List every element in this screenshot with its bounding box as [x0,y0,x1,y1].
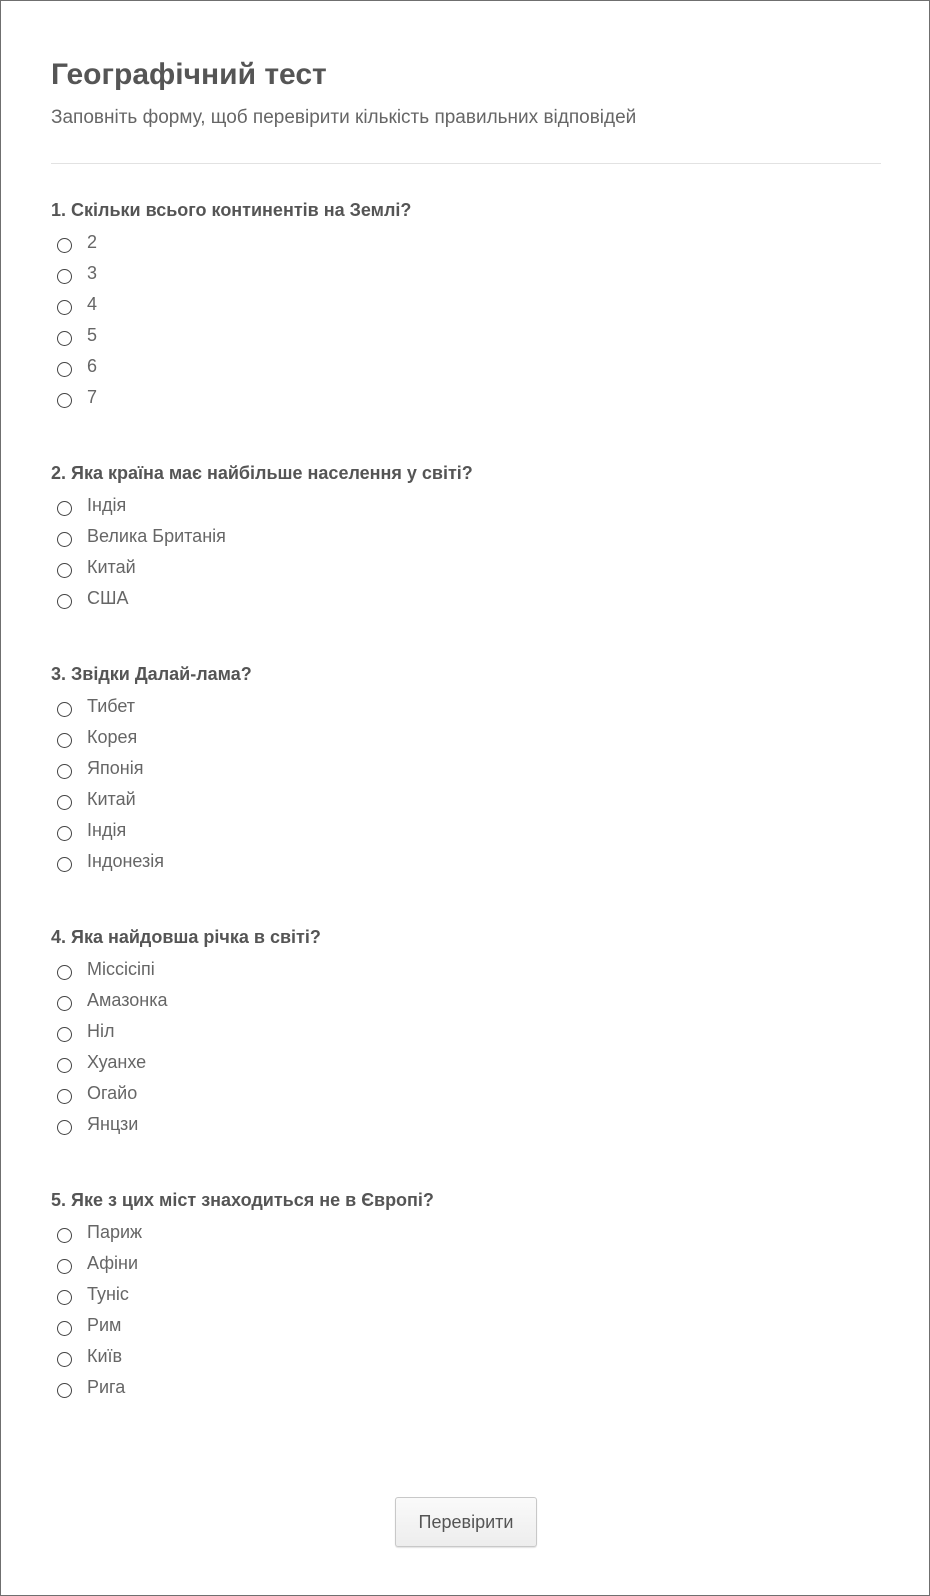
answer-option[interactable] [51,584,881,615]
radio-button[interactable] [57,501,72,516]
radio-button[interactable] [57,1089,72,1104]
radio-button[interactable] [57,563,72,578]
answer-option-label: Огайо [87,1082,138,1103]
radio-button[interactable] [57,594,72,609]
answer-option[interactable] [51,553,881,584]
answer-option[interactable] [51,1218,881,1249]
answer-option-label: Китай [87,556,136,577]
answer-option[interactable] [51,383,881,414]
check-button[interactable]: Перевірити [395,1497,537,1547]
answer-option[interactable] [51,847,881,878]
radio-button[interactable] [57,996,72,1011]
question-2 [51,461,881,615]
answer-option-label: 6 [87,355,98,376]
answer-option-label: Тибет [87,695,136,716]
answer-option-label: Туніс [87,1283,129,1304]
answer-option-label: Париж [87,1221,143,1242]
radio-button[interactable] [57,764,72,779]
answer-option[interactable] [51,1342,881,1373]
answer-option-label: 2 [87,231,98,252]
quiz-form [51,57,881,1451]
answer-option-label: Ніл [87,1020,115,1041]
answer-option[interactable] [51,1048,881,1079]
answer-option[interactable] [51,522,881,553]
radio-button[interactable] [57,733,72,748]
radio-button[interactable] [57,795,72,810]
answer-option-label: Рим [87,1314,122,1335]
radio-button[interactable] [57,1120,72,1135]
radio-button[interactable] [57,393,72,408]
answer-option-label: Велика Британія [87,525,226,546]
form-subtitle: Заповніть форму, щоб перевірити кількість правильних відповідей [51,107,637,128]
radio-button[interactable] [57,300,72,315]
answer-option[interactable] [51,259,881,290]
radio-button[interactable] [57,532,72,547]
answer-option-label: Індія [87,819,127,840]
radio-button[interactable] [57,1290,72,1305]
answer-option[interactable] [51,955,881,986]
answer-option[interactable] [51,1017,881,1048]
radio-button[interactable] [57,1321,72,1336]
answer-option-label: Китай [87,788,136,809]
question-3 [51,662,881,878]
radio-button[interactable] [57,269,72,284]
answer-option[interactable] [51,1280,881,1311]
answer-option[interactable] [51,228,881,259]
radio-button[interactable] [57,1383,72,1398]
answer-options [51,692,881,878]
answer-options [51,491,881,615]
answer-option-label: 5 [87,324,98,345]
answer-option[interactable] [51,1373,881,1404]
question-5 [51,1188,881,1404]
answer-option-label: 7 [87,386,98,407]
header-divider [51,163,881,164]
radio-button[interactable] [57,331,72,346]
answer-option-label: 4 [87,293,98,314]
answer-option[interactable] [51,785,881,816]
questions-list [51,198,881,1404]
answer-option-label: Янцзи [87,1113,139,1134]
radio-button[interactable] [57,238,72,253]
radio-button[interactable] [57,965,72,980]
answer-options [51,1218,881,1404]
radio-button[interactable] [57,1228,72,1243]
question-1 [51,198,881,414]
answer-option[interactable] [51,491,881,522]
answer-option[interactable] [51,1110,881,1141]
question-text: 2. Яка країна має найбільше населення у світі? [51,463,473,483]
radio-button[interactable] [57,1027,72,1042]
answer-option-label: Японія [87,757,144,778]
question-text: 4. Яка найдовша річка в світі? [51,927,321,947]
answer-option[interactable] [51,816,881,847]
answer-option-label: 3 [87,262,98,283]
answer-options [51,955,881,1141]
answer-option[interactable] [51,1079,881,1110]
answer-option-label: Міссісіпі [87,958,155,979]
answer-option-label: Хуанхе [87,1051,147,1072]
question-text: 1. Скільки всього континентів на Землі? [51,200,412,220]
answer-option-label: Афіни [87,1252,139,1273]
answer-option[interactable] [51,290,881,321]
question-4 [51,925,881,1141]
answer-option-label: Індія [87,494,127,515]
answer-options [51,228,881,414]
radio-button[interactable] [57,702,72,717]
radio-button[interactable] [57,1259,72,1274]
question-text: 3. Звідки Далай-лама? [51,664,252,684]
question-text: 5. Яке з цих міст знаходиться не в Європі? [51,1190,434,1210]
radio-button[interactable] [57,857,72,872]
form-title: Географічний тест [51,58,327,91]
answer-option-label: Київ [87,1345,123,1366]
radio-button[interactable] [57,826,72,841]
answer-option-label: Індонезія [87,850,165,871]
answer-option-label: Корея [87,726,138,747]
answer-option[interactable] [51,352,881,383]
answer-option[interactable] [51,1249,881,1280]
answer-option-label: Амазонка [87,989,168,1010]
answer-option[interactable] [51,986,881,1017]
radio-button[interactable] [57,1352,72,1367]
submit-area [1,1497,930,1547]
radio-button[interactable] [57,1058,72,1073]
answer-option[interactable] [51,723,881,754]
answer-option[interactable] [51,754,881,785]
answer-option[interactable] [51,321,881,352]
radio-button[interactable] [57,362,72,377]
answer-option[interactable] [51,692,881,723]
answer-option[interactable] [51,1311,881,1342]
answer-option-label: США [87,587,129,608]
answer-option-label: Рига [87,1376,126,1397]
